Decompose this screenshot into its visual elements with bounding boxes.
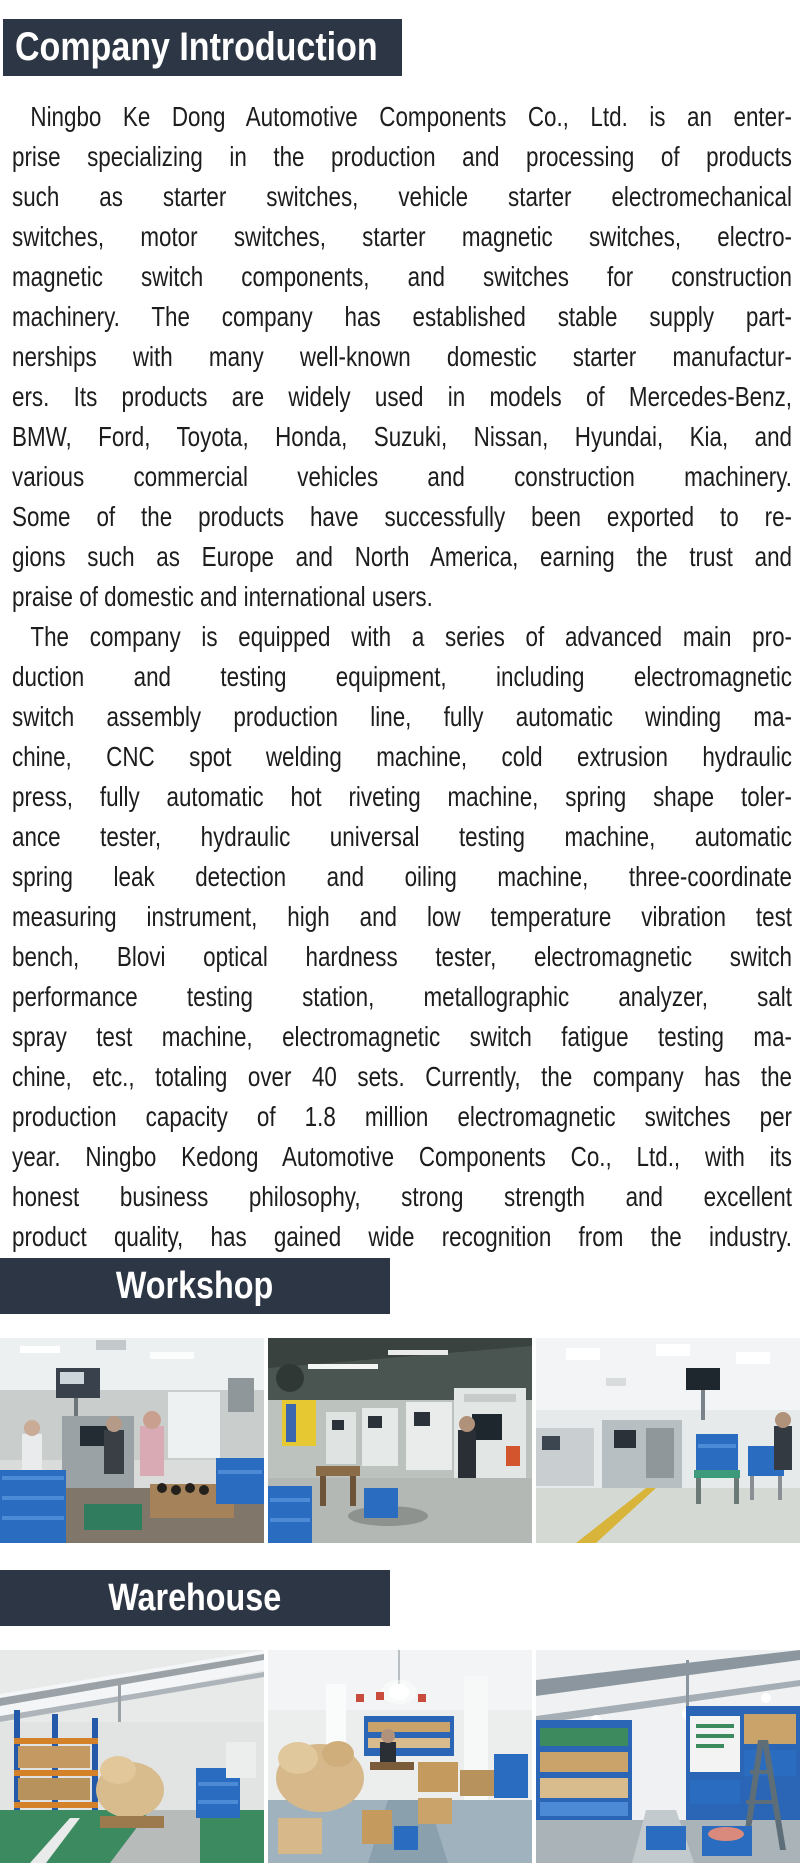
paragraph-line: product quality, has gained wide recognition from the industry.: [12, 1221, 792, 1252]
section-header-workshop: [0, 1258, 390, 1314]
workshop-photo-1-image: [0, 1338, 264, 1543]
paragraph-line: gions such as Europe and North America, earning the trust and: [12, 541, 792, 572]
workshop-photo-2-image: [268, 1338, 532, 1543]
paragraph-line: ers. Its products are widely used in models of Mercedes-Benz,: [12, 381, 792, 412]
section-header-warehouse: [0, 1570, 390, 1626]
workshop-photo-1: [0, 1338, 264, 1543]
warehouse-photo-3-image: [536, 1650, 800, 1863]
paragraph-line: magnetic switch components, and switches for construction: [12, 261, 792, 292]
paragraph-line: ance tester, hydraulic universal testing machine, automatic: [12, 821, 792, 852]
paragraph-line: year. Ningbo Kedong Automotive Components Co., Ltd., with its: [12, 1141, 792, 1172]
paragraph-line: press, fully automatic hot riveting machine, spring shape toler-: [12, 781, 792, 812]
paragraph-line: measuring instrument, high and low temperature vibration test: [12, 901, 792, 932]
workshop-photo-2: [268, 1338, 532, 1543]
paragraph-line: praise of domestic and international users.: [12, 581, 433, 612]
company-introduction-text: [12, 97, 792, 1257]
warehouse-photo-2-image: [268, 1650, 532, 1863]
paragraph-line: duction and testing equipment, including electromagnetic: [12, 661, 792, 692]
section-title-workshop: Workshop: [116, 1264, 274, 1307]
section-title-warehouse: Warehouse: [108, 1576, 282, 1619]
section-header-company-introduction: [3, 19, 402, 76]
paragraph-line: machinery. The company has established stable supply part-: [12, 301, 792, 332]
warehouse-photo-1-image: [0, 1650, 264, 1863]
warehouse-photo-1: [0, 1650, 264, 1863]
paragraph-line: such as starter switches, vehicle starter electromechanical: [12, 181, 792, 212]
warehouse-photo-2: [268, 1650, 532, 1863]
workshop-photo-row: [0, 1338, 800, 1543]
paragraph-line: Ningbo Ke Dong Automotive Components Co., Ltd. is an enter-: [30, 101, 792, 132]
paragraph-line: switches, motor switches, starter magnetic switches, electro-: [12, 221, 792, 252]
paragraph-line: Some of the products have successfully been exported to re-: [12, 501, 792, 532]
paragraph-line: BMW, Ford, Toyota, Honda, Suzuki, Nissan, Hyundai, Kia, and: [12, 421, 792, 452]
warehouse-photo-row: [0, 1650, 800, 1863]
paragraph-line: chine, etc., totaling over 40 sets. Currently, the company has the: [12, 1061, 792, 1092]
workshop-photo-3: [536, 1338, 800, 1543]
paragraph-line: switch assembly production line, fully automatic winding ma-: [12, 701, 792, 732]
paragraph-line: spray test machine, electromagnetic switch fatigue testing ma-: [12, 1021, 792, 1052]
warehouse-photo-3: [536, 1650, 800, 1863]
paragraph-line: honest business philosophy, strong strength and excellent: [12, 1181, 792, 1212]
paragraph-line: nerships with many well-known domestic starter manufactur-: [12, 341, 792, 372]
paragraph-line: The company is equipped with a series of advanced main pro-: [30, 621, 792, 652]
paragraph-line: prise specializing in the production and processing of products: [12, 141, 792, 172]
section-title-company-introduction: Company Introduction: [15, 25, 378, 69]
paragraph-line: various commercial vehicles and construction machinery.: [12, 461, 792, 492]
paragraph-line: production capacity of 1.8 million electromagnetic switches per: [12, 1101, 792, 1132]
paragraph-line: performance testing station, metallographic analyzer, salt: [12, 981, 792, 1012]
workshop-photo-3-image: [536, 1338, 800, 1543]
paragraph-line: bench, Blovi optical hardness tester, electromagnetic switch: [12, 941, 792, 972]
paragraph-line: chine, CNC spot welding machine, cold extrusion hydraulic: [12, 741, 792, 772]
paragraph-line: spring leak detection and oiling machine, three-coordinate: [12, 861, 792, 892]
